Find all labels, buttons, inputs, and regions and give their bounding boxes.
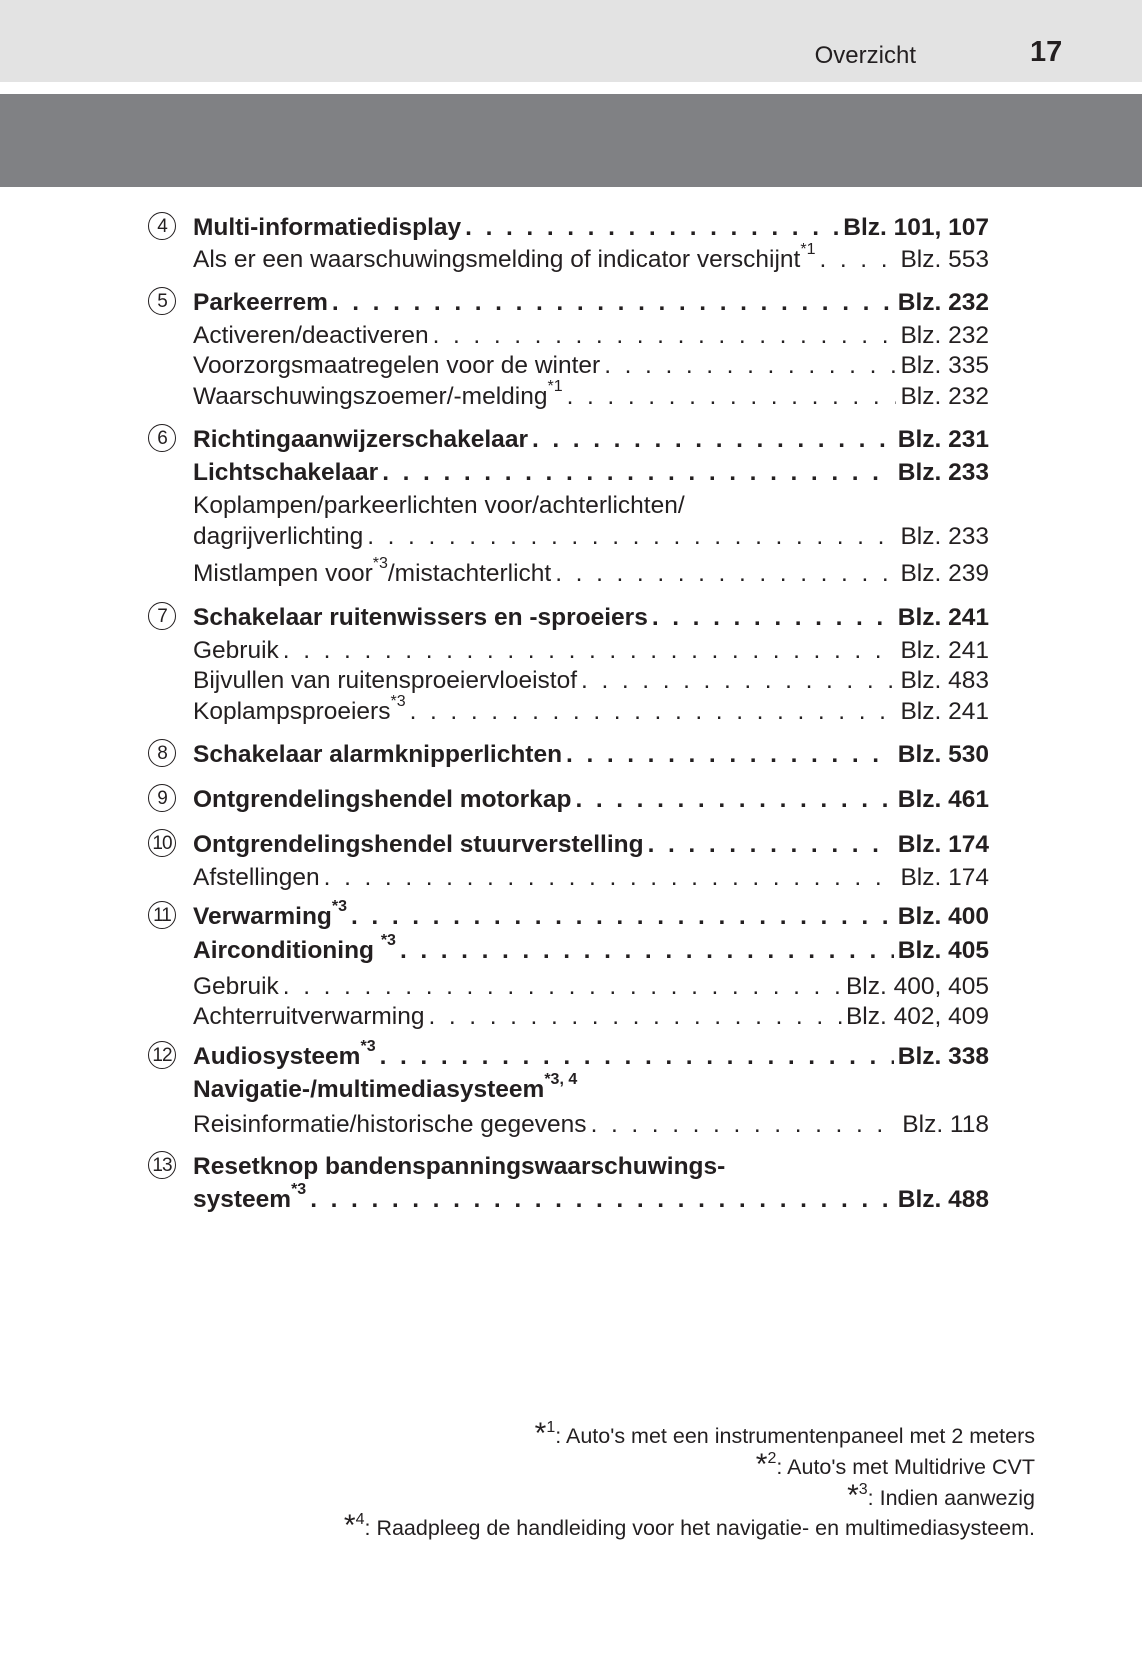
footnote-ref: *1 xyxy=(800,241,816,259)
entry-label: Parkeerrem xyxy=(193,288,328,316)
index-entry[interactable] xyxy=(193,1180,989,1212)
index-entry[interactable] xyxy=(193,1037,989,1069)
entry-page: Blz. 530 xyxy=(897,740,989,768)
dot-leader xyxy=(428,1005,842,1030)
index-entry[interactable] xyxy=(193,283,989,315)
entry-label: Lichtschakelaar xyxy=(193,458,379,486)
entry-label: Airconditioning $^{*3}$ xyxy=(193,932,396,964)
footnote-ref: *3 xyxy=(291,1181,307,1199)
dot-leader xyxy=(310,1188,894,1213)
dot-leader xyxy=(652,606,894,631)
entry-label: Achterruitverwarming xyxy=(193,1002,425,1030)
entry-label: Ontgrendelingshendel motorkap xyxy=(193,785,572,813)
entry-page: Blz. 232 xyxy=(900,321,989,349)
entry-page: Blz. 402, 409 xyxy=(845,1002,989,1030)
entry-page: Blz. 461 xyxy=(897,785,989,813)
index-subentry[interactable] xyxy=(193,377,989,409)
entry-page: Blz. 118 xyxy=(902,1110,989,1138)
footnote: *$^1$: Auto's met een instrumentenpaneel met 2 meters xyxy=(534,1417,1035,1450)
item-number-badge: 13 xyxy=(148,1151,176,1179)
dot-leader xyxy=(575,788,893,813)
index-entry[interactable] xyxy=(193,897,989,929)
index-entry xyxy=(193,1070,989,1102)
entry-page: Blz. 174 xyxy=(897,830,989,858)
item-number-badge: 5 xyxy=(148,287,176,315)
dot-leader xyxy=(465,216,839,241)
entry-page: Blz. 231 xyxy=(897,425,989,453)
item-number-badge: 6 xyxy=(148,424,176,452)
item-number-badge: 9 xyxy=(148,784,176,812)
entry-label: Multi-informatiedisplay xyxy=(193,213,462,241)
entry-label: Bijvullen van ruitensproeiervloeistof xyxy=(193,666,578,694)
index-subentry[interactable] xyxy=(193,692,989,724)
entry-page: Blz. 241 xyxy=(900,697,989,725)
entry-page: Blz. 241 xyxy=(897,603,989,631)
index-subentry[interactable] xyxy=(193,997,989,1029)
entry-label: Waarschuwingszoemer/-melding$^{*1}$ xyxy=(193,378,563,410)
index-subentry[interactable] xyxy=(193,661,989,693)
entry-page: Blz. 400, 405 xyxy=(845,972,989,1000)
section-title: Overzicht xyxy=(814,42,916,69)
index-subentry[interactable] xyxy=(193,517,989,549)
dot-leader xyxy=(555,562,896,587)
dot-leader xyxy=(351,905,894,930)
entry-page: Blz. 233 xyxy=(900,522,989,550)
entry-page: Blz. 239 xyxy=(900,559,989,587)
entry-label: Koplampen/parkeerlichten voor/achterlichten/ xyxy=(193,491,685,519)
entry-label: Afstellingen xyxy=(193,863,320,891)
entry-page: Blz. 553 xyxy=(900,245,989,273)
entry-label: Activeren/deactiveren xyxy=(193,321,429,349)
footnote-ref: *3 xyxy=(372,555,388,573)
dot-leader xyxy=(819,248,896,273)
dot-leader xyxy=(380,1045,894,1070)
entry-page: Blz. 338 xyxy=(897,1042,989,1070)
dot-leader xyxy=(532,428,894,453)
index-entry xyxy=(193,1147,989,1179)
entry-page: Blz. 483 xyxy=(900,666,989,694)
header-band xyxy=(0,0,1142,82)
entry-page: Blz. 488 xyxy=(897,1185,989,1213)
entry-page: Blz. 101, 107 xyxy=(843,213,989,241)
dot-leader xyxy=(604,354,896,379)
dot-leader xyxy=(566,743,894,768)
entry-page: Blz. 232 xyxy=(900,382,989,410)
dot-leader xyxy=(567,385,897,410)
entry-label: Voorzorgsmaatregelen voor de winter xyxy=(193,351,601,379)
entry-label: dagrijverlichting xyxy=(193,522,364,550)
item-number-badge: 10 xyxy=(148,829,176,857)
index-entry[interactable] xyxy=(193,453,989,485)
entry-page: Blz. 233 xyxy=(897,458,989,486)
dot-leader xyxy=(591,1113,899,1138)
chapter-band xyxy=(0,94,1142,187)
header-gap xyxy=(0,82,1142,94)
item-number-badge: 4 xyxy=(148,212,176,240)
entry-page: Blz. 400 xyxy=(897,902,989,930)
index-subentry[interactable] xyxy=(193,631,989,663)
footnote-ref: *1 xyxy=(547,378,563,396)
index-entry[interactable] xyxy=(193,931,989,963)
item-number-badge: 11 xyxy=(148,901,176,929)
entry-page: Blz. 241 xyxy=(900,636,989,664)
entry-label: Verwarming$^{*3}$ xyxy=(193,898,348,930)
dot-leader xyxy=(400,939,894,964)
dot-leader xyxy=(332,291,894,316)
entry-label: Schakelaar ruitenwissers en -sproeiers xyxy=(193,603,648,631)
dot-leader xyxy=(367,525,896,550)
dot-leader xyxy=(283,639,897,664)
dot-leader xyxy=(648,833,894,858)
entry-page: Blz. 174 xyxy=(900,863,989,891)
entry-label: Audiosysteem$^{*3}$ xyxy=(193,1038,376,1070)
entry-label: Navigatie-/multimediasysteem$^{*3, 4}$ xyxy=(193,1071,578,1103)
footnote: *$^2$: Auto's met Multidrive CVT xyxy=(755,1448,1035,1481)
dot-leader xyxy=(410,700,897,725)
item-number-badge: 12 xyxy=(148,1041,176,1069)
index-entry[interactable] xyxy=(193,780,989,812)
footnote-ref: *3 xyxy=(390,693,406,711)
index-subentry[interactable] xyxy=(193,554,989,586)
entry-label: Mistlampen voor$^{*3}$/mistachterlicht xyxy=(193,555,552,587)
footnote-ref: *3 xyxy=(380,932,396,950)
footnote: *$^3$: Indien aanwezig xyxy=(847,1479,1035,1512)
dot-leader xyxy=(581,669,896,694)
dot-leader xyxy=(433,324,897,349)
index-subentry xyxy=(193,486,989,518)
entry-label: Resetknop bandenspanningswaarschuwings- xyxy=(193,1152,726,1180)
index-entry[interactable] xyxy=(193,598,989,630)
index-entry[interactable] xyxy=(193,825,989,857)
dot-leader xyxy=(324,866,897,891)
footnote: *$^4$: Raadpleeg de handleiding voor het navigatie- en multimediasysteem. xyxy=(343,1509,1035,1542)
entry-label: Als er een waarschuwingsmelding of indicator verschijnt$^{*1}$ xyxy=(193,241,816,273)
entry-label: systeem$^{*3}$ xyxy=(193,1181,307,1213)
index-subentry[interactable] xyxy=(193,316,989,348)
entry-page: Blz. 405 xyxy=(897,936,989,964)
index-subentry[interactable] xyxy=(193,858,989,890)
entry-label: Schakelaar alarmknipperlichten xyxy=(193,740,563,768)
index-entry[interactable] xyxy=(193,735,989,767)
index-entry[interactable] xyxy=(193,208,989,240)
item-number-badge: 8 xyxy=(148,739,176,767)
index-subentry[interactable] xyxy=(193,240,989,272)
index-subentry[interactable] xyxy=(193,967,989,999)
dot-leader xyxy=(382,461,894,486)
entry-label: Gebruik xyxy=(193,636,279,664)
index-entry[interactable] xyxy=(193,420,989,452)
entry-label: Koplampsproeiers$^{*3}$ xyxy=(193,693,406,725)
index-subentry[interactable] xyxy=(193,346,989,378)
entry-label: Ontgrendelingshendel stuurverstelling xyxy=(193,830,644,858)
entry-label: Richtingaanwijzerschakelaar xyxy=(193,425,528,453)
entry-label: Gebruik xyxy=(193,972,279,1000)
footnote-ref: *3 xyxy=(331,898,348,916)
entry-page: Blz. 232 xyxy=(897,288,989,316)
page-number: 17 xyxy=(1030,36,1063,68)
index-subentry[interactable] xyxy=(193,1105,989,1137)
entry-page: Blz. 335 xyxy=(900,351,989,379)
dot-leader xyxy=(283,975,842,1000)
entry-label: Reisinformatie/historische gegevens xyxy=(193,1110,587,1138)
footnote-ref: *3, 4 xyxy=(544,1071,578,1089)
footnote-ref: *3 xyxy=(360,1038,376,1056)
item-number-badge: 7 xyxy=(148,602,176,630)
